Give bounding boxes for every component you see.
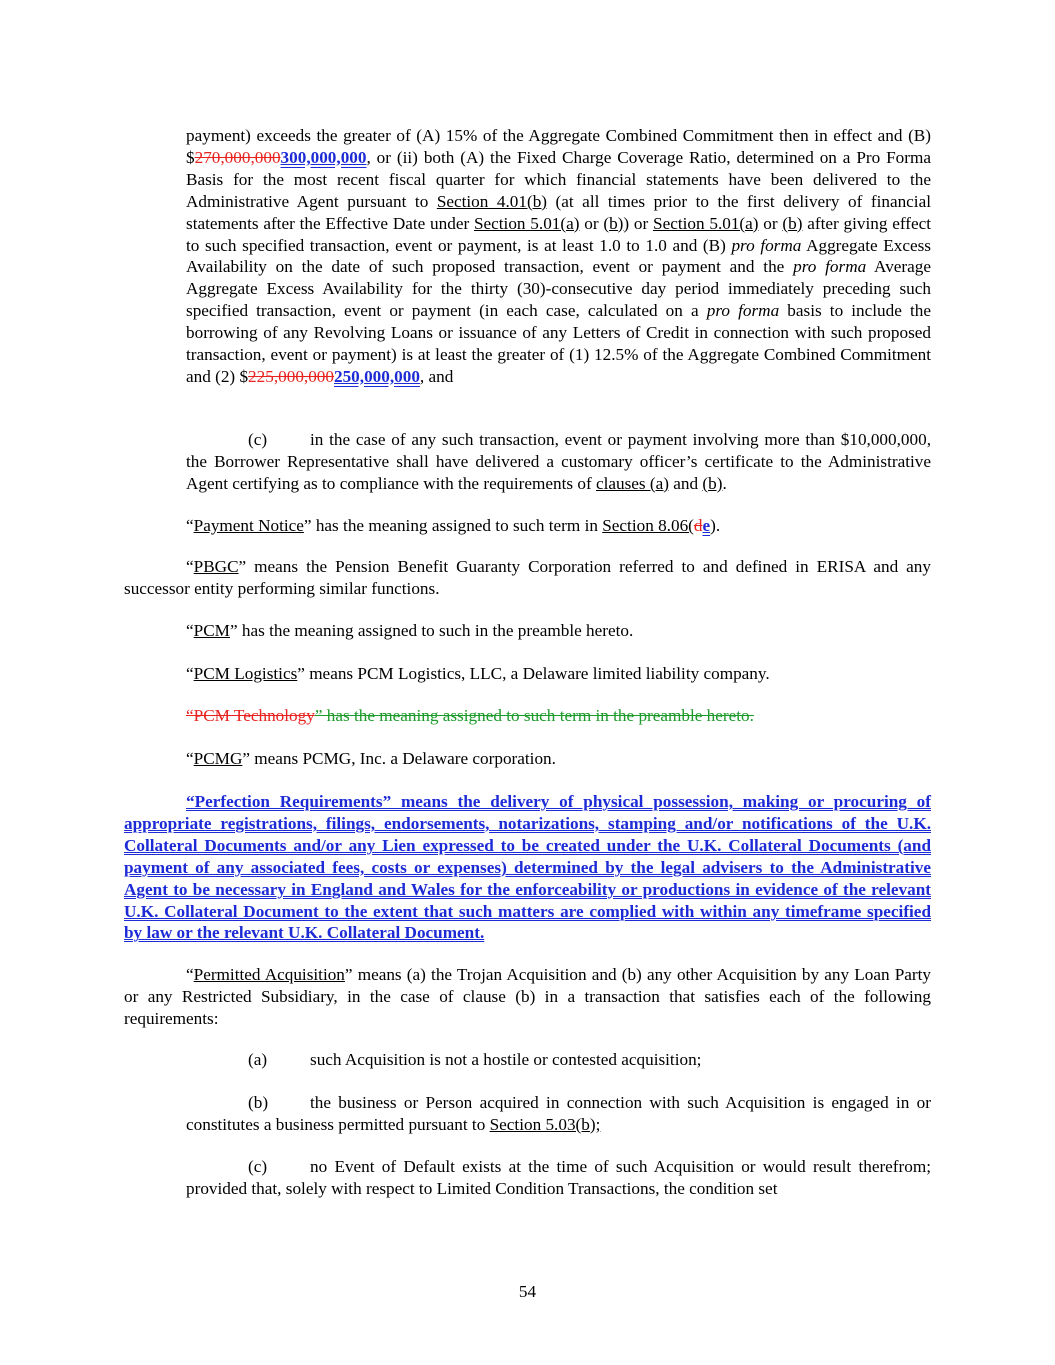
section-reference: (b) [603, 213, 624, 233]
requirement-b: (b) the business or Person acquired in connection with such Acquisition is engaged in or constitutes a business permitted pursuant to Section 5.03(b); [186, 1093, 931, 1134]
deleted-defined-term: PCM Technology [193, 706, 315, 725]
clause-reference: clauses (a) [595, 473, 669, 493]
clause-reference: (b) [702, 473, 723, 493]
definition-pcm-logistics: “PCM Logistics” means PCM Logistics, LLC, a Delaware limited liability company. [186, 664, 770, 683]
defined-term: PCM [193, 621, 230, 640]
defined-term: PBGC [193, 557, 239, 576]
definition-pcm: “PCM” has the meaning assigned to such in the preamble hereto. [186, 621, 634, 640]
deleted-amount: 270,000,000 [194, 147, 281, 167]
defined-term: PCMG [193, 749, 243, 768]
inserted-amount: 250,000,000 [333, 366, 420, 386]
section-reference: Section 8.06( [602, 516, 694, 535]
definition-perfection-requirements-inserted: “Perfection Requirements” means the delivery of physical possession, making or procuring of appropriate registrations, filings, endorsements, notarizations, stamping and/or notifications of the U.K. Collateral Documents and/or any Lien expressed to be created under the U.K. Collateral Documents (and payment of any associated fees, costs or expenses) determined by the legal advisers to the Administrative Agent to be necessary in England and Wales for the enforceability or productions in evidence of the relevant U.K. Collateral Document to the extent that such matters are complied with within any timeframe specified by law or the relevant U.K. Collateral Document. [124, 792, 931, 943]
clause-label: (b) [248, 1093, 269, 1112]
clause-label: (a) [248, 1050, 268, 1069]
clause-c-certificate: (c) in the case of any such transaction, event or payment involving more than $10,000,000, the Borrower Representative shall have delivered a customary officer’s certificate to the Administrative Agent certifying as to compliance with the requirements of clauses (a) and (b). [186, 430, 931, 493]
definition-pcm-technology-deleted: “PCM Technology” has the meaning assigned to such term in the preamble hereto. [186, 706, 754, 725]
clause-label: (c) [248, 1157, 268, 1176]
section-reference: Section 4.01(b) [436, 191, 548, 211]
paragraph-continuation: payment) exceeds the greater of (A) 15% of the Aggregate Combined Commitment then in effect and (B) $270,000,000300,000,000, or (ii) both (A) the Fixed Charge Coverage Ratio, determined on a Pro Forma Basis for the most recent fiscal quarter for which financial statements have been delivered to the Administrative Agent pursuant to Section 4.01(b) (at all times prior to the first delivery of financial statements after the Effective Date under Section 5.01(a) or (b)) or Section 5.01(a) or (b) after giving effect to such specified transaction, event or payment, is at least 1.0 to 1.0 and (B) pro forma Aggregate Excess Availability on the date of such proposed transaction, event or payment and the pro forma Average Aggregate Excess Availability for the thirty (30)-consecutive day period immediately preceding such specified transaction, event or payment (in each case, calculated on a pro forma basis to include the borrowing of any Revolving Loans or issuance of any Letters of Credit in connection with such proposed transaction, event or payment) is at least the greater of (1) 12.5% of the Aggregate Combined Commitment and (2) $225,000,000250,000,000, and [186, 126, 931, 386]
defined-term: PCM Logistics [193, 664, 298, 683]
definition-payment-notice: “Payment Notice” has the meaning assigned to such term in Section 8.06(de). [186, 516, 721, 535]
defined-term: Payment Notice [193, 516, 304, 535]
section-reference: Section 5.01(a) [473, 213, 580, 233]
requirement-c: (c) no Event of Default exists at the time of such Acquisition or would result therefrom; provided that, solely with respect to Limited Condition Transactions, the condition set [186, 1157, 931, 1198]
inserted-amount: 300,000,000 [280, 147, 367, 167]
section-reference: Section 5.01(a) [653, 213, 759, 233]
section-reference: (b) [782, 213, 803, 233]
definition-pcmg: “PCMG” means PCMG, Inc. a Delaware corporation. [186, 749, 556, 768]
defined-term: Permitted Acquisition [193, 965, 345, 984]
deleted-letter: d [693, 516, 703, 535]
definition-permitted-acquisition: “Permitted Acquisition” means (a) the Trojan Acquisition and (b) any other Acquisition by any Loan Party or any Restricted Subsidiary, in the case of clause (b) in a transaction that satisfies each of the following requirements: [124, 965, 931, 1028]
inserted-letter: e [702, 516, 711, 535]
page-number: 54 [518, 1282, 537, 1301]
deleted-amount: 225,000,000 [248, 366, 334, 386]
clause-label: (c) [248, 430, 268, 449]
definition-pbgc: “PBGC” means the Pension Benefit Guaranty Corporation referred to and defined in ERISA and any successor entity performing similar functions. [124, 557, 931, 598]
requirement-a: (a) such Acquisition is not a hostile or contested acquisition; [248, 1050, 702, 1069]
section-reference: Section 5.03(b); [489, 1114, 601, 1134]
